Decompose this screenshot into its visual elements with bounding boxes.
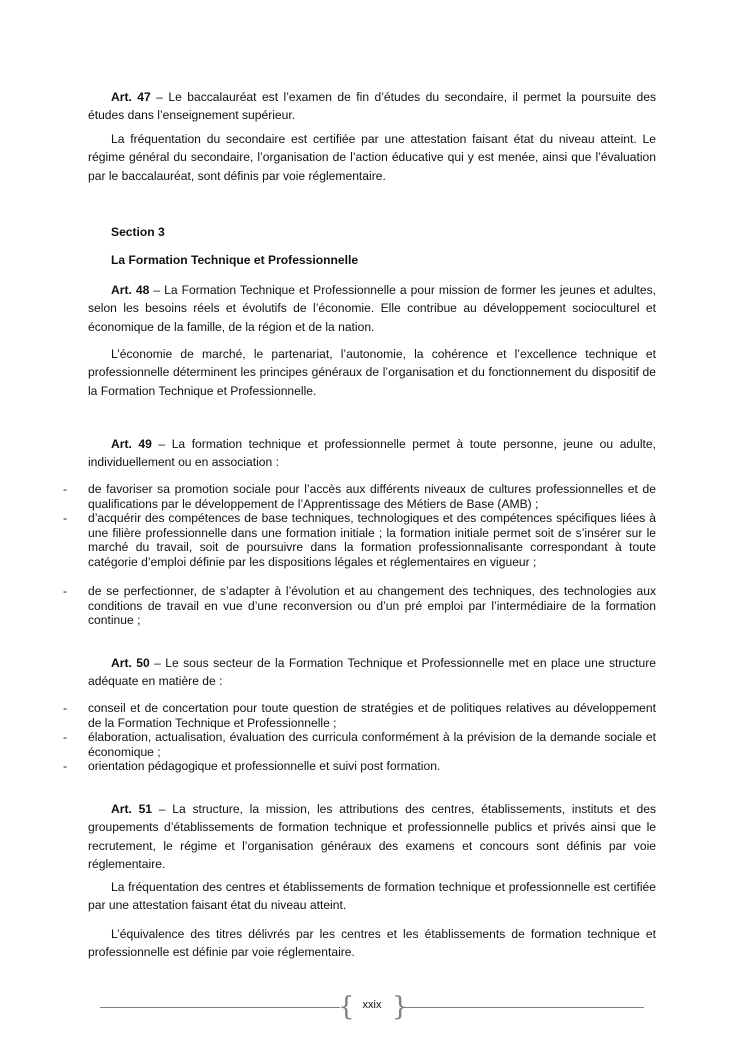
art47-label: Art. 47 xyxy=(111,90,151,104)
art48-text: – La Formation Technique et Professionnelle a pour mission de former les jeunes et adultes, selon les besoins réels et évolutifs de l’économie. Elle contribue au développement socioculturel et économique de la famille, de la région et de la nation. xyxy=(88,283,657,334)
art50-text: – Le sous secteur de la Formation Technique et Professionnelle met en place une structure adéquate en matière de : xyxy=(88,656,657,689)
footer-brace-right: } xyxy=(392,992,409,1022)
footer-brace-left: { xyxy=(338,992,355,1022)
page-number: xxix xyxy=(362,999,382,1011)
bullet-dash: - xyxy=(63,482,68,496)
art51-paragraph xyxy=(88,800,656,873)
art49-paragraph xyxy=(88,435,656,472)
art51-paragraph-3: L’équivalence des titres délivrés par les centres et les établissements de formation technique et professionnelle est définie par voie réglementaire. xyxy=(88,927,656,960)
bullet-dash: - xyxy=(63,511,68,525)
art48-label: Art. 48 xyxy=(111,283,150,297)
art50-bullet: - conseil et de concertation pour toute question de stratégies et de politiques relatives au développement de la Formation Technique et Professionnelle ; xyxy=(63,701,656,730)
art50-label: Art. 50 xyxy=(111,656,150,670)
art50-bullet: - orientation pédagogique et professionnelle et suivi post formation. xyxy=(63,759,441,773)
section-number: Section 3 xyxy=(111,225,165,239)
art47-paragraph xyxy=(88,88,656,125)
art49-bullet: - d’acquérir des compétences de base techniques, technologiques et des compétences spécifiques liées à une filière professionnelle dans une formation initiale ; la formation initiale permet soit de s’insérer sur le marché du travail, soit de poursuivre dans la formation professionnalisante correspondant à toute catégorie d’emploi définie par les dispositions légales et réglementaires en vigueur ; xyxy=(63,511,656,569)
art47-paragraph-2: La fréquentation du secondaire est certifiée par une attestation faisant état du niveau atteint. Le régime général du secondaire, l’organisation de l’action éducative qui y est menée, ainsi que l’évaluation par le baccalauréat, sont définis par voie réglementaire. xyxy=(88,132,656,183)
art49-label: Art. 49 xyxy=(111,437,152,451)
art50-paragraph xyxy=(88,654,656,691)
art51-text: – La structure, la mission, les attributions des centres, établissements, instituts et des groupements d’établissements de formation technique et professionnelle publics et privés ainsi que le recrutement, le régime et l’organisation généraux des examens et concours sont définis par voie réglementaire. xyxy=(88,802,657,871)
bullet-dash: - xyxy=(63,759,68,773)
art49-bullet: - de favoriser sa promotion sociale pour l’accès aux différents niveaux de cultures professionnelles et de qualifications par le développement de l’Apprentissage des Métiers de Base (AMB) ; xyxy=(63,482,656,511)
art50-bullet: - élaboration, actualisation, évaluation des curricula conformément à la prévision de la demande sociale et économique ; xyxy=(63,730,656,759)
bullet-dash: - xyxy=(63,584,68,598)
art49-bullet: - de se perfectionner, de s’adapter à l’évolution et au changement des techniques, des technologies aux conditions de travail en vue d’une reconversion ou d’un pré emploi par l’intermédiaire de la formation continue ; xyxy=(63,584,656,628)
art48-paragraph-2: L’économie de marché, le partenariat, l’autonomie, la cohérence et l’excellence technique et professionnelle déterminent les principes généraux de l’organisation et du fonctionnement du dispositif de la Formation Technique et Professionnelle. xyxy=(88,347,656,398)
section-title: La Formation Technique et Professionnelle xyxy=(111,253,359,267)
art47-text: – Le baccalauréat est l’examen de fin d’études du secondaire, il permet la poursuite des études dans l’enseignement supérieur. xyxy=(88,90,656,123)
art48-paragraph xyxy=(88,281,656,336)
footer-rule-right xyxy=(402,1007,644,1008)
bullet-dash: - xyxy=(63,701,68,715)
art49-text: – La formation technique et professionnelle permet à toute personne, jeune ou adulte, individuellement ou en association : xyxy=(88,437,657,470)
footer-rule-left xyxy=(100,1007,340,1008)
art51-label: Art. 51 xyxy=(111,802,153,816)
art51-paragraph-2: La fréquentation des centres et établissements de formation technique et professionnelle est certifiée par une attestation faisant état du niveau atteint. xyxy=(88,880,656,913)
bullet-dash: - xyxy=(63,730,68,744)
